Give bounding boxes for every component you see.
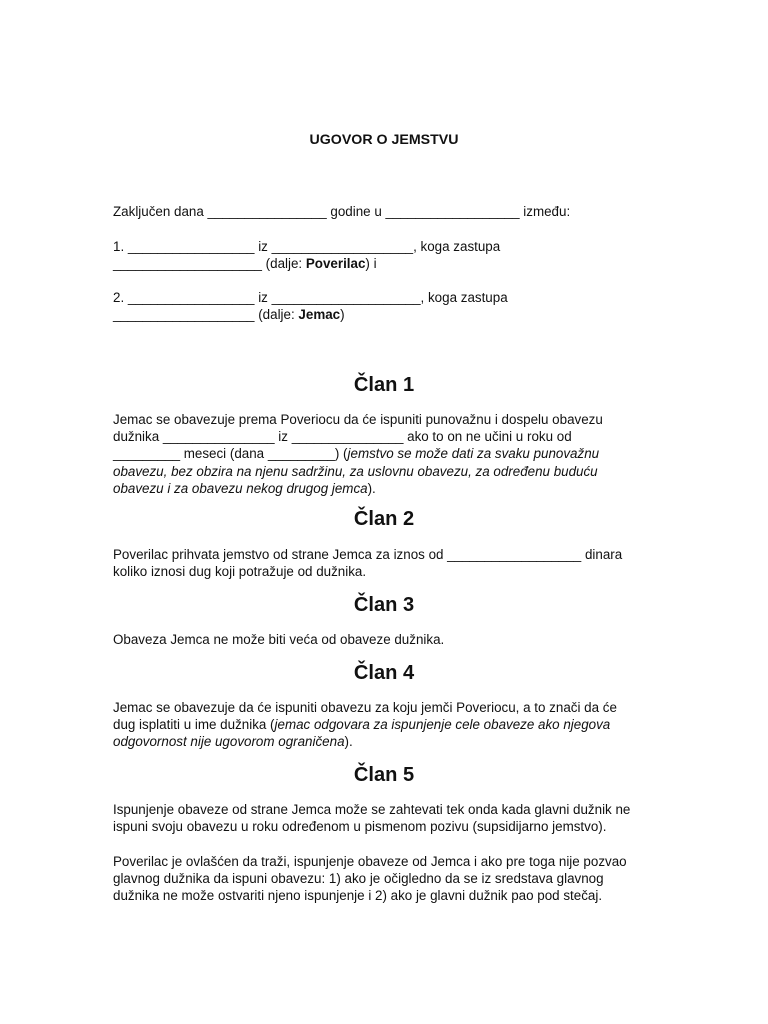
article-2-line-1: Poverilac prihvata jemstvo od strane Jemca za iznos od __________________ dinara bbox=[113, 547, 623, 562]
article-2-line-2: koliko iznosi dug koji potražuje od dužnika. bbox=[113, 564, 367, 580]
article-4-line-3-italic: odgovornost nije ugovorom ograničena bbox=[113, 734, 345, 750]
article-4-heading: Član 4 bbox=[353, 662, 415, 684]
article-4-line-3-plain: ). bbox=[344, 734, 353, 750]
party-2-line-1: 2. _________________ iz ____________________, koga zastupa bbox=[113, 290, 508, 305]
article-2-paragraph bbox=[113, 546, 658, 580]
article-2-heading: Član 2 bbox=[353, 508, 415, 530]
article-1-line-3-plain: _________ meseci (dana _________) ( bbox=[113, 446, 348, 462]
article-1-paragraph bbox=[113, 411, 658, 497]
party-1-line-2-prefix: ____________________ (dalje: bbox=[113, 256, 306, 272]
article-5-p1-line-1: Ispunjenje obaveze od strane Jemca može se zahtevati tek onda kada glavni dužnik ne bbox=[113, 802, 631, 817]
party-1-line-2 bbox=[113, 255, 658, 272]
article-4-line-2 bbox=[113, 716, 658, 733]
article-4-paragraph bbox=[113, 699, 658, 751]
party-1-line-1: 1. _________________ iz ___________________, koga zastupa bbox=[113, 239, 501, 254]
party-2-line-2-suffix: ) bbox=[340, 307, 345, 323]
article-1-line-1: Jemac se obavezuje prema Poveriocu da će ispuniti punovažnu i dospelu obavezu bbox=[113, 412, 603, 427]
party-1-line-2-suffix: ) i bbox=[365, 256, 377, 272]
article-1-line-3-italic: jemstvo se može dati za svaku punovažnu bbox=[347, 446, 600, 462]
article-1-line-4-italic: obavezu, bez obzira na njenu sadržinu, za uslovnu obavezu, za određenu buduću bbox=[113, 463, 598, 479]
party-1-paragraph bbox=[113, 238, 658, 272]
party-1-role: Poverilac bbox=[305, 256, 366, 272]
article-5-paragraph-2 bbox=[113, 853, 658, 905]
article-3-heading: Član 3 bbox=[353, 594, 415, 616]
document-title: UGOVOR O JEMSTVU bbox=[309, 132, 459, 148]
article-5-p1-line-2: ispuni svoju obavezu u roku određenom u pismenom pozivu (supsidijarno jemstvo). bbox=[113, 819, 607, 835]
article-1-line-5 bbox=[113, 480, 658, 497]
article-1-line-2: dužnika _______________ iz _______________ ako to on ne učini u roku od bbox=[113, 429, 572, 445]
article-1-line-4 bbox=[113, 463, 658, 480]
article-4-line-3 bbox=[113, 733, 658, 750]
article-4-line-2-plain: dug isplatiti u ime dužnika ( bbox=[113, 717, 275, 733]
concluded-paragraph bbox=[113, 203, 658, 220]
concluded-line: Zaključen dana ________________ godine u __________________ između: bbox=[113, 204, 571, 219]
article-4-line-2-italic: jemac odgovara za ispunjenje cele obaveze ako njegova bbox=[274, 717, 611, 733]
article-3-line-1: Obaveza Jemca ne može biti veća od obaveze dužnika. bbox=[113, 632, 445, 647]
party-2-paragraph bbox=[113, 289, 658, 323]
article-3-paragraph bbox=[113, 631, 658, 648]
article-5-heading: Član 5 bbox=[353, 764, 415, 786]
article-4-line-1: Jemac se obavezuje da će ispuniti obavezu za koju jemči Poveriocu, a to znači da će bbox=[113, 700, 617, 715]
article-5-paragraph-1 bbox=[113, 801, 658, 835]
article-1-heading: Član 1 bbox=[353, 374, 415, 396]
party-2-line-2-prefix: ___________________ (dalje: bbox=[113, 307, 299, 323]
article-1-line-5-plain: ). bbox=[367, 480, 376, 496]
article-5-p2-line-2: glavnog dužnika da ispuni obavezu: 1) ako je očigledno da se iz sredstava glavnog bbox=[113, 871, 604, 887]
party-2-role: Jemac bbox=[298, 307, 341, 323]
article-1-line-3 bbox=[113, 445, 658, 462]
party-2-line-2 bbox=[113, 306, 658, 323]
article-1-line-5-italic: obavezu i za obavezu nekog drugog jemca bbox=[113, 480, 368, 496]
article-5-p2-line-1: Poverilac je ovlašćen da traži, ispunjenje obaveze od Jemca i ako pre toga nije pozvao bbox=[113, 854, 627, 869]
article-5-p2-line-3: dužnika ne može ostvariti njeno ispunjenje i 2) ako je glavni dužnik pao pod stečaj. bbox=[113, 888, 603, 904]
